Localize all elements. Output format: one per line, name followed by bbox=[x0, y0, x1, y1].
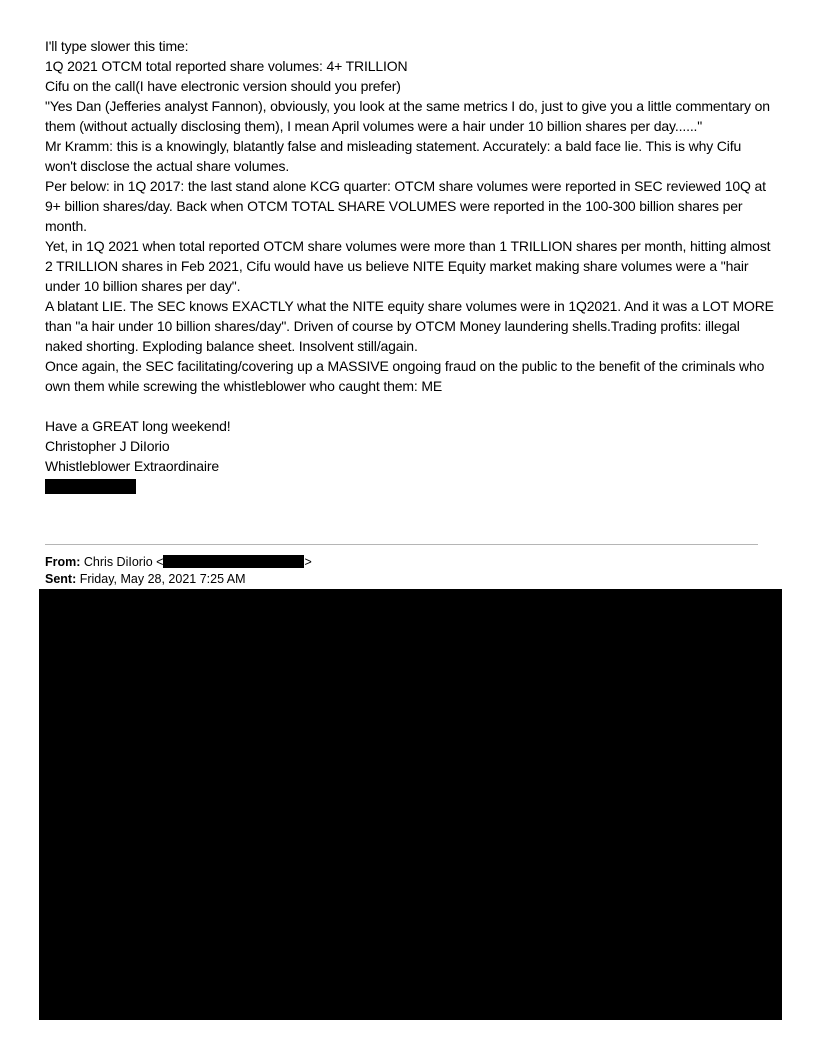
email-body bbox=[45, 36, 775, 494]
closing-line: Have a GREAT long weekend! bbox=[45, 418, 231, 434]
signature-name: Christopher J DiIorio bbox=[45, 438, 170, 454]
body-line: Mr Kramm: this is a knowingly, blatantly false and misleading statement. Accurately: a bald face lie. This is why Cifu won't disclose the actual share volumes. bbox=[45, 138, 742, 174]
from-suffix: > bbox=[304, 555, 312, 569]
body-line: "Yes Dan (Jefferies analyst Fannon), obviously, you look at the same metrics I do, just to give you a little commentary on them (without actually disclosing them), I mean April volumes were a hair under 10 billion shares per day......" bbox=[45, 98, 770, 134]
redacted-content-block bbox=[39, 589, 782, 1020]
body-line: I'll type slower this time: bbox=[45, 38, 189, 54]
body-line: A blatant LIE. The SEC knows EXACTLY what the NITE equity share volumes were in 1Q2021. And it was a LOT MORE than "a hair under 10 billion shares/day". Driven of course by OTCM Money laundering shells.Trading profits: illegal naked shorting. Exploding balance sheet. Insolvent still/again. bbox=[45, 298, 774, 354]
email-address-redaction bbox=[163, 555, 304, 568]
message-divider bbox=[45, 544, 758, 545]
body-line: Cifu on the call(I have electronic version should you prefer) bbox=[45, 78, 401, 94]
paragraph-spacer bbox=[45, 396, 775, 416]
from-name: Chris DiIorio < bbox=[83, 555, 164, 569]
sent-label: Sent: bbox=[45, 572, 77, 586]
from-label: From: bbox=[45, 555, 81, 569]
signature-redaction bbox=[45, 479, 136, 494]
sent-row bbox=[45, 571, 312, 588]
body-line: Yet, in 1Q 2021 when total reported OTCM share volumes were more than 1 TRILLION shares per month, hitting almost 2 TRILLION shares in Feb 2021, Cifu would have us believe NITE Equity market making share volumes were a "hair under 10 billion shares per day". bbox=[45, 238, 771, 294]
body-line: 1Q 2021 OTCM total reported share volumes: 4+ TRILLION bbox=[45, 58, 408, 74]
body-line: Per below: in 1Q 2017: the last stand alone KCG quarter: OTCM share volumes were reported in SEC reviewed 10Q at 9+ billion shares/day. Back when OTCM TOTAL SHARE VOLUMES were reported in the 100-300 billion shares per month. bbox=[45, 178, 766, 234]
sent-value: Friday, May 28, 2021 7:25 AM bbox=[79, 572, 246, 586]
body-line: Once again, the SEC facilitating/covering up a MASSIVE ongoing fraud on the public to the benefit of the criminals who own them while screwing the whistleblower who caught them: ME bbox=[45, 358, 765, 394]
signature-title: Whistleblower Extraordinaire bbox=[45, 458, 219, 474]
from-row bbox=[45, 554, 312, 571]
forwarded-header bbox=[45, 554, 312, 588]
